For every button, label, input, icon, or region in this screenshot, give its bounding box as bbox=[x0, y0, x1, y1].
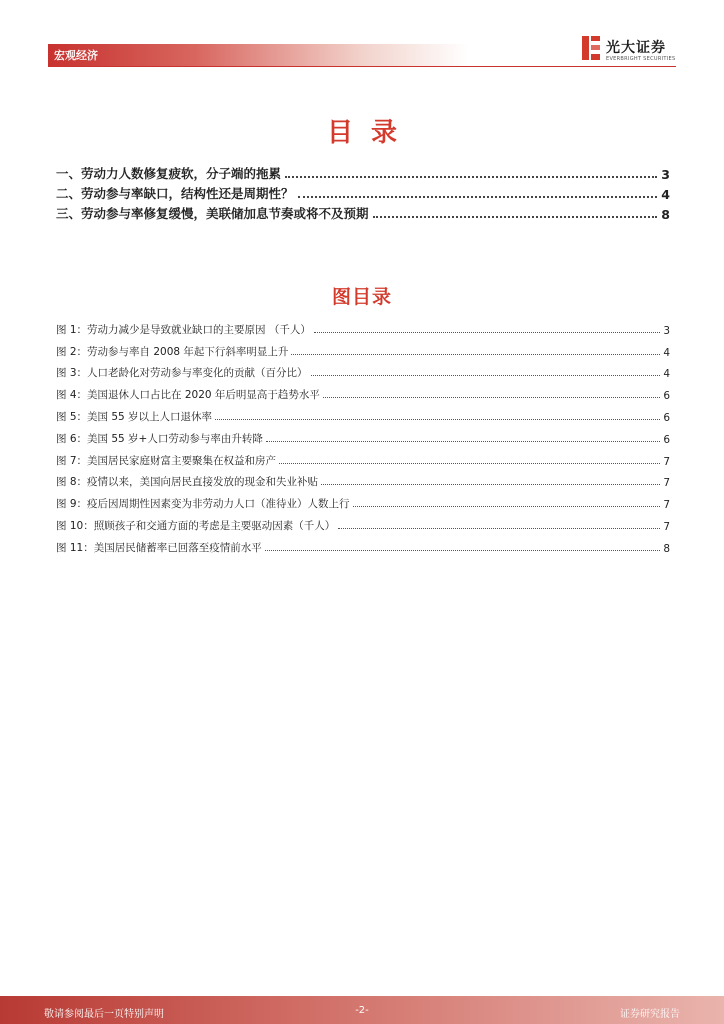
header-section-band bbox=[48, 44, 468, 66]
figure-entry-page: 6 bbox=[663, 433, 670, 446]
dot-leader bbox=[215, 419, 660, 420]
figure-entry[interactable] bbox=[56, 380, 670, 402]
dot-leader bbox=[321, 484, 660, 485]
figure-entry-label: 图 7：美国居民家庭财富主要聚集在权益和房产 bbox=[56, 454, 277, 467]
footer-disclaimer: 敬请参阅最后一页特别声明 bbox=[44, 1009, 164, 1020]
toc-entry[interactable] bbox=[56, 162, 670, 182]
toc-entry-page: 4 bbox=[661, 187, 670, 202]
table-of-contents bbox=[56, 162, 670, 222]
figure-entry-page: 7 bbox=[663, 499, 670, 512]
logo-english-name: EVERBRIGHT SECURITIES bbox=[606, 56, 676, 62]
dot-leader bbox=[298, 196, 658, 198]
toc-entry-label: 三、劳动参与率修复缓慢，美联储加息节奏或将不及预期 bbox=[56, 206, 369, 221]
figure-list-title: 图目录 bbox=[331, 286, 392, 308]
dot-leader bbox=[314, 332, 660, 333]
figure-entry-label: 图 4：美国退休人口占比在 2020 年后明显高于趋势水平 bbox=[56, 389, 320, 402]
company-logo bbox=[580, 34, 680, 66]
figure-entry[interactable] bbox=[56, 446, 670, 468]
figure-entry-page: 6 bbox=[663, 390, 670, 403]
figure-entry-label: 图 8：疫情以来，美国向居民直接发放的现金和失业补贴 bbox=[56, 476, 319, 489]
figure-entry-page: 8 bbox=[663, 542, 670, 555]
dot-leader bbox=[265, 550, 661, 551]
figure-entry-label: 图 1：劳动力减少是导致就业缺口的主要原因 （千人） bbox=[56, 323, 311, 336]
figure-entry-label: 图 11：美国居民储蓄率已回落至疫情前水平 bbox=[56, 541, 262, 554]
dot-leader bbox=[291, 354, 660, 355]
figure-entry-page: 7 bbox=[663, 455, 670, 468]
figure-entry-label: 图 10：照顾孩子和交通方面的考虑是主要驱动因素（千人） bbox=[56, 519, 336, 532]
dot-leader bbox=[279, 463, 660, 464]
header-divider bbox=[48, 66, 676, 67]
figure-entry-page: 3 bbox=[663, 324, 670, 337]
toc-entry-label: 一、劳动力人数修复疲软，分子端的拖累 bbox=[56, 166, 282, 181]
footer-page-number: -2- bbox=[355, 1005, 369, 1016]
figure-entry-page: 7 bbox=[663, 477, 670, 490]
logo-chinese-name: 光大证券 bbox=[606, 40, 666, 56]
figure-entry[interactable] bbox=[56, 468, 670, 490]
footer-report-type: 证券研究报告 bbox=[620, 1009, 680, 1020]
figure-entry[interactable] bbox=[56, 359, 670, 381]
toc-entry-label: 二、劳动参与率缺口，结构性还是周期性？ bbox=[56, 186, 294, 201]
list-of-figures bbox=[56, 315, 670, 555]
dot-leader bbox=[373, 216, 658, 218]
figure-entry[interactable] bbox=[56, 315, 670, 337]
dot-leader bbox=[285, 176, 657, 178]
figure-entry-label: 图 6：美国 55 岁+人口劳动参与率由升转降 bbox=[56, 432, 263, 445]
toc-entry[interactable] bbox=[56, 182, 670, 202]
header-section-label: 宏观经济 bbox=[54, 49, 98, 62]
logo-mark-icon bbox=[580, 34, 602, 62]
figure-entry-label: 图 5：美国 55 岁以上人口退休率 bbox=[56, 410, 213, 423]
figure-entry-page: 6 bbox=[663, 411, 670, 424]
figure-entry-page: 4 bbox=[663, 346, 670, 359]
dot-leader bbox=[311, 375, 661, 376]
dot-leader bbox=[338, 528, 660, 529]
figure-entry[interactable] bbox=[56, 489, 670, 511]
figure-entry-label: 图 2：劳动参与率自 2008 年起下行斜率明显上升 bbox=[56, 345, 289, 358]
toc-title: 目录 bbox=[326, 118, 415, 148]
page-footer bbox=[0, 996, 724, 1024]
figure-entry[interactable] bbox=[56, 511, 670, 533]
toc-entry[interactable] bbox=[56, 202, 670, 222]
toc-entry-page: 8 bbox=[661, 207, 670, 222]
dot-leader bbox=[323, 397, 660, 398]
figure-entry[interactable] bbox=[56, 424, 670, 446]
figure-entry[interactable] bbox=[56, 533, 670, 555]
figure-entry-page: 4 bbox=[663, 368, 670, 381]
dot-leader bbox=[353, 506, 661, 507]
figure-entry[interactable] bbox=[56, 337, 670, 359]
toc-entry-page: 3 bbox=[661, 167, 670, 182]
figure-entry-label: 图 9：疫后因周期性因素变为非劳动力人口（准待业）人数上行 bbox=[56, 498, 350, 511]
figure-entry[interactable] bbox=[56, 402, 670, 424]
figure-entry-page: 7 bbox=[663, 520, 670, 533]
figure-entry-label: 图 3：人口老龄化对劳动参与率变化的贡献（百分比） bbox=[56, 367, 308, 380]
dot-leader bbox=[266, 441, 660, 442]
